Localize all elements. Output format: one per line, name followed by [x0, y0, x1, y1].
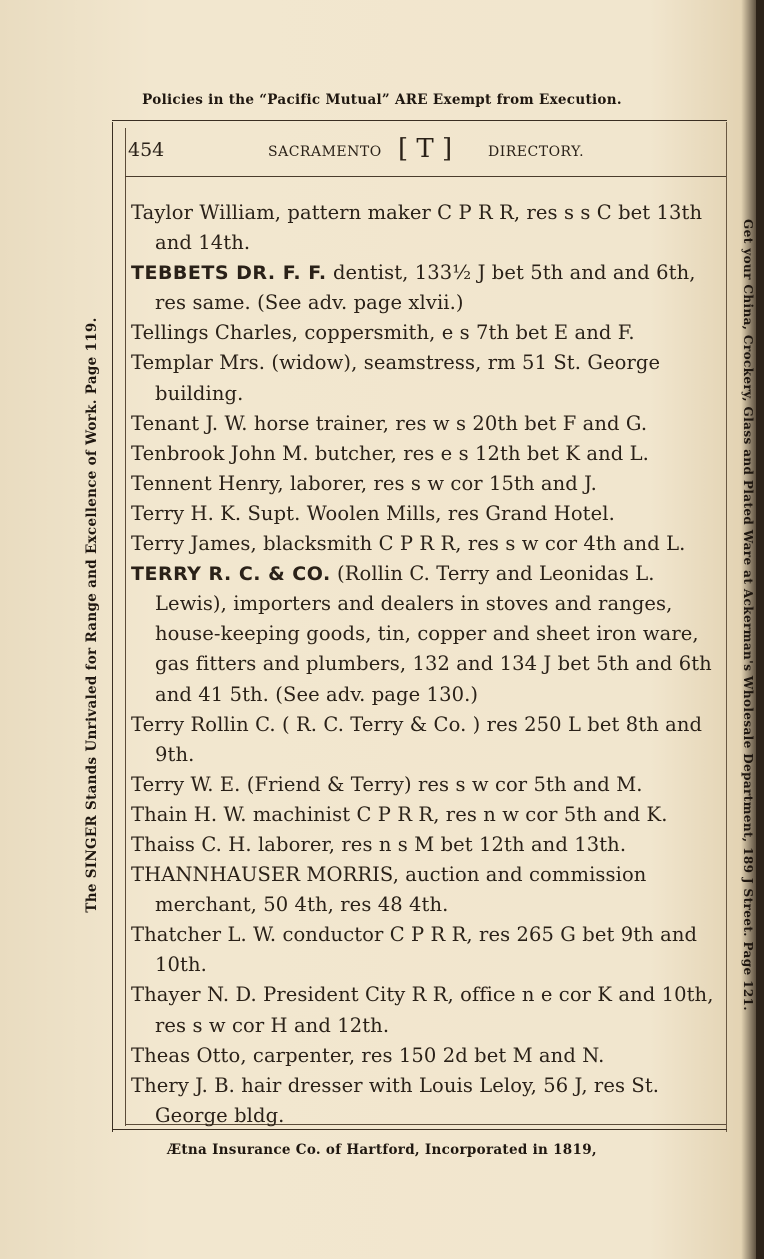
- frame-rule-top: [112, 120, 727, 121]
- entry-text: Thatcher L. W. conductor C P R R, res 265 G bet 9th and 10th.: [131, 923, 698, 977]
- directory-entry: [131, 1071, 727, 1131]
- entry-text: Terry James, blacksmith C P R R, res s w cor 4th and L.: [131, 532, 686, 556]
- directory-entry: [131, 318, 727, 348]
- entry-text: Taylor William, pattern maker C P R R, res s s C bet 13th and 14th.: [131, 201, 703, 255]
- entry-text: dentist, 133½ J bet 5th and and 6th, res same. (See adv. page xlvii.): [155, 261, 696, 315]
- entry-name: TERRY R. C. & CO.: [131, 563, 331, 586]
- bottom-banner-ad: Ætna Insurance Co. of Hartford, Incorporated in 1819,: [167, 1142, 597, 1158]
- directory-entry: [131, 499, 727, 529]
- entry-text: Terry H. K. Supt. Woolen Mills, res Grand Hotel.: [131, 501, 615, 525]
- entry-text: Thery J. B. hair dresser with Louis Leloy, 56 J, res St. George bldg.: [131, 1073, 660, 1127]
- entry-text: Tennent Henry, laborer, res s w cor 15th and J.: [131, 471, 597, 495]
- directory-entry: [131, 1041, 727, 1071]
- directory-entry: [131, 198, 727, 258]
- frame-rule-left: [112, 122, 113, 1132]
- running-header: [126, 136, 726, 170]
- directory-entry: [131, 439, 727, 469]
- directory-entries: [131, 198, 727, 1131]
- entry-text: Terry Rollin C. ( R. C. Terry & Co. ) res 250 L bet 8th and 9th.: [131, 712, 703, 766]
- entry-text: Thaiss C. H. laborer, res n s M bet 12th and 13th.: [131, 832, 627, 856]
- entry-text: Terry W. E. (Friend & Terry) res s w cor 5th and M.: [131, 772, 643, 796]
- page-number: 454: [128, 139, 165, 161]
- directory-entry: [131, 920, 727, 980]
- entry-text: Tellings Charles, coppersmith, e s 7th bet E and F.: [131, 321, 635, 345]
- entry-text: Tenant J. W. horse trainer, res w s 20th bet F and G.: [131, 411, 648, 435]
- directory-entry: [131, 770, 727, 800]
- directory-entry: [131, 800, 727, 830]
- directory-entry: [131, 529, 727, 559]
- entry-text: Thain H. W. machinist C P R R, res n w cor 5th and K.: [131, 802, 668, 826]
- directory-entry: [131, 409, 727, 439]
- header-rule: [125, 176, 726, 177]
- entry-text: (Rollin C. Terry and Leonidas L. Lewis), importers and dealers in stoves and ranges, house-keeping goods, tin, copper and sheet iron ware, gas fitters and plumbers, 132 and 134 J bet 5th and 6th and 41 5th. (See adv. page 130.): [155, 562, 712, 706]
- directory-entry: [131, 860, 727, 920]
- header-section-letter: [ T ]: [398, 134, 453, 164]
- entry-text: THANNHAUSER MORRIS, auction and commission merchant, 50 4th, res 48 4th.: [131, 863, 647, 917]
- header-directory: DIRECTORY.: [488, 144, 585, 160]
- directory-entry: [131, 559, 727, 709]
- entry-text: Theas Otto, carpenter, res 150 2d bet M and N.: [131, 1043, 605, 1067]
- directory-entry: [131, 348, 727, 408]
- directory-entry: [131, 830, 727, 860]
- directory-entry: [131, 980, 727, 1040]
- entry-name: TEBBETS DR. F. F.: [131, 262, 327, 285]
- right-side-ad: Get your China, Crockery, Glass and Plated Ware at Ackerman's Wholesale Department, 189 J Street. Page 121.: [741, 219, 755, 1011]
- left-side-ad: The SINGER Stands Unrivaled for Range and Excellence of Work. Page 119.: [84, 317, 100, 913]
- entry-text: Templar Mrs. (widow), seamstress, rm 51 St. George building.: [131, 351, 661, 405]
- top-banner-ad: Policies in the “Pacific Mutual” ARE Exempt from Execution.: [142, 92, 622, 108]
- directory-entry: [131, 258, 727, 318]
- frame-rule-left-inner: [125, 128, 126, 1126]
- header-city: SACRAMENTO: [268, 144, 382, 160]
- entry-text: Thayer N. D. President City R R, office n e cor K and 10th, res s w cor H and 12th.: [131, 983, 714, 1037]
- entry-text: Tenbrook John M. butcher, res e s 12th bet K and L.: [131, 441, 649, 465]
- directory-entry: [131, 710, 727, 770]
- directory-entry: [131, 469, 727, 499]
